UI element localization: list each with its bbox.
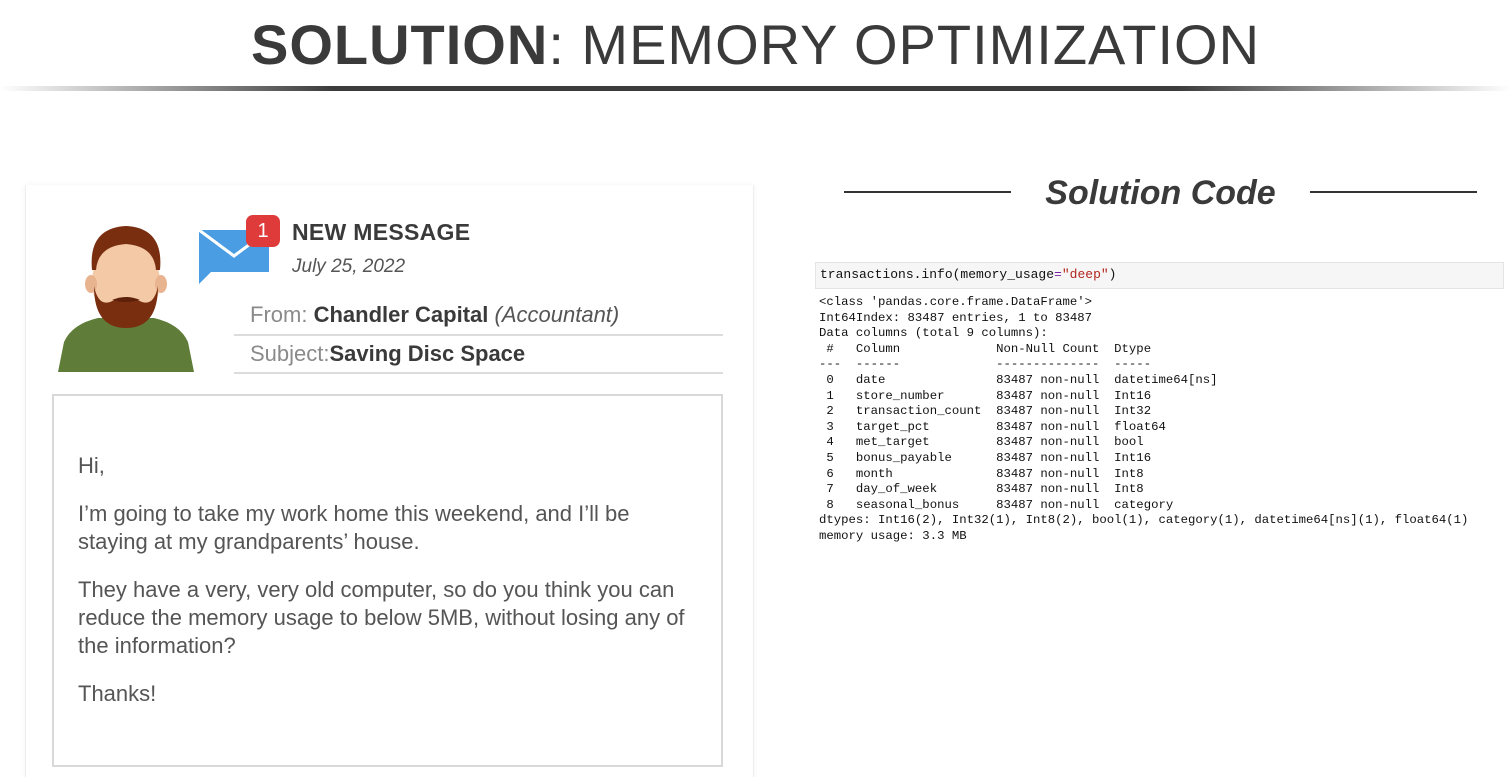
code-input-cell[interactable] <box>815 262 1504 289</box>
from-label: From: <box>250 302 308 327</box>
person-avatar-icon <box>58 224 194 372</box>
message-body <box>52 394 723 767</box>
body-paragraph: Thanks! <box>78 681 157 706</box>
body-paragraph: I’m going to take my work home this weekend, and I’ll be staying at my grandparents’ house. <box>78 501 630 554</box>
header-rule-right <box>1310 191 1477 193</box>
solution-title: Solution Code <box>1045 174 1276 212</box>
code-equals: = <box>1054 267 1062 282</box>
subject-row <box>234 341 723 374</box>
message-heading: NEW MESSAGE <box>292 219 471 245</box>
solution-header <box>844 174 1477 214</box>
message-date: July 25, 2022 <box>292 256 406 277</box>
code-output: <class 'pandas.core.frame.DataFrame'> Int64Index: 83487 entries, 1 to 83487 Data columns (total 9 columns): # Column Non-Null Count Dtype --- ------ -------------- ----- 0 date 83487 non-null datetime64[ns] 1 store_number 83487 non-null Int16 2 transaction_count 83487 non-null Int32 3 target_pct 83487 non-null float64 4 met_target 83487 non-null bool 5 bonus_payable 83487 non-null Int16 6 month 83487 non-null Int8 7 day_of_week 83487 non-null Int8 8 seasonal_bonus 83487 non-null category dtypes: Int16(2), Int32(1), Int8(2), bool(1), category(1), datetime64[ns](1), float64(1) memory usage: 3.3 MB <box>819 295 1469 543</box>
page-title <box>0 12 1511 77</box>
notification-badge: 1 <box>246 215 280 247</box>
subject-label: Subject: <box>250 341 330 366</box>
from-row <box>234 302 723 336</box>
page-title-rest: : MEMORY OPTIMIZATION <box>548 13 1261 76</box>
page-title-strong: SOLUTION <box>250 13 549 76</box>
code-close-paren: ) <box>1108 267 1117 282</box>
code-string-arg: "deep" <box>1061 267 1109 282</box>
subject-value: Saving Disc Space <box>329 341 526 366</box>
from-role: (Accountant) <box>494 302 620 327</box>
body-paragraph: They have a very, very old computer, so do you think you can reduce the memory usage to below 5MB, without losing any of the information? <box>78 577 685 658</box>
title-divider <box>0 86 1511 91</box>
body-paragraph: Hi, <box>78 453 105 478</box>
from-name: Chandler Capital <box>313 302 489 327</box>
code-call: transactions.info(memory_usage <box>820 267 1055 282</box>
